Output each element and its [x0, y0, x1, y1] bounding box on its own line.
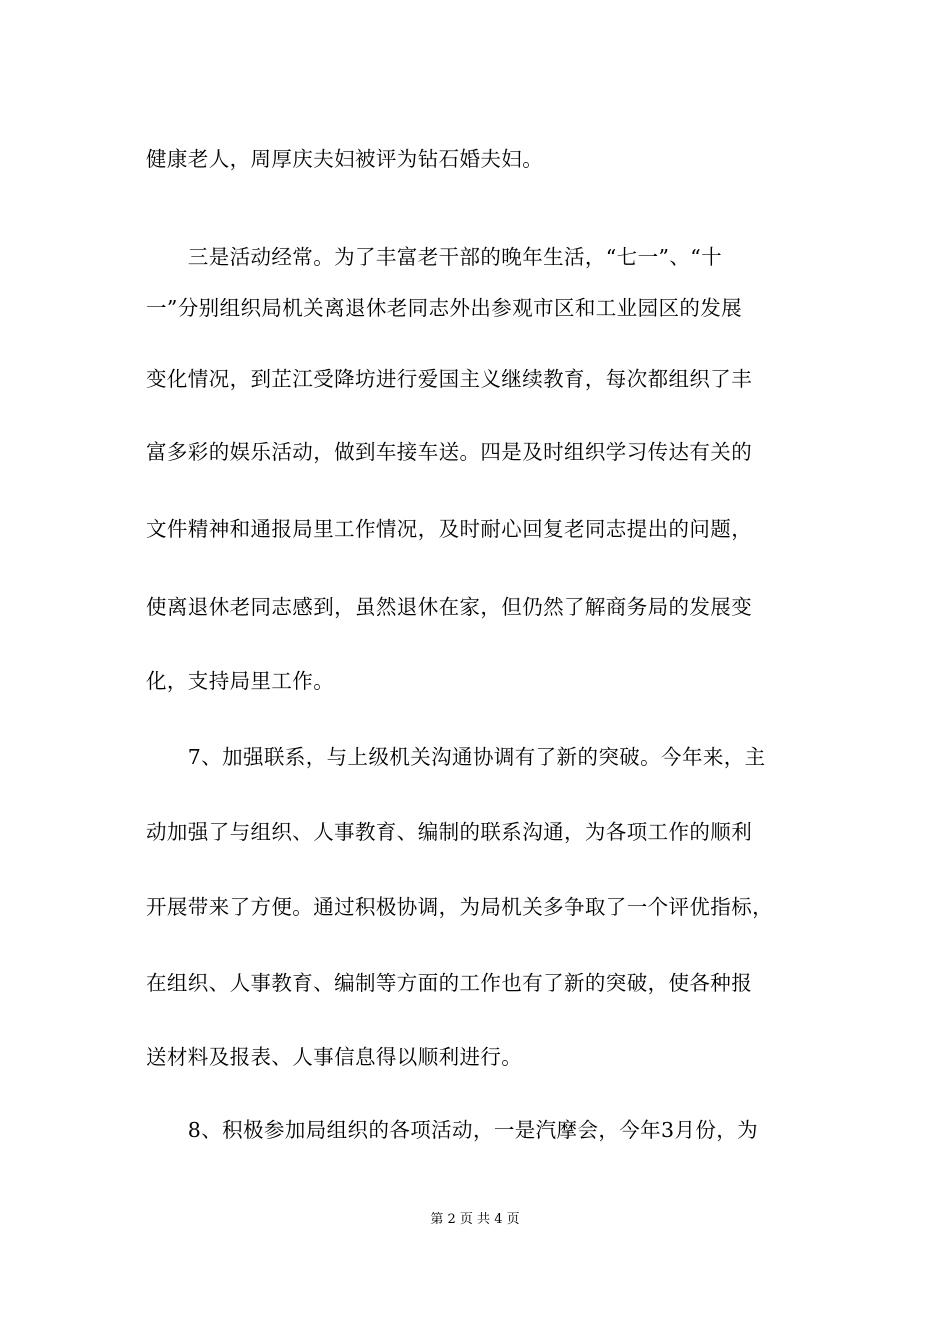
- text-line: 在组织、人事教育、编制等方面的工作也有了新的突破，使各种报: [146, 971, 753, 995]
- text-line: 使离退休老同志感到，虽然退休在家，但仍然了解商务局的发展变: [146, 595, 753, 619]
- text-line: 化，支持局里工作。: [146, 669, 335, 693]
- text-line: 8、积极参加局组织的各项活动，一是汽摩会，今年3月份，为: [146, 1118, 759, 1142]
- text-line: 一”分别组织局机关离退休老同志外出参观市区和工业园区的发展: [146, 296, 743, 320]
- text-line: 健康老人，周厚庆夫妇被评为钻石婚夫妇。: [146, 147, 544, 171]
- text-line: 开展带来了方便。通过积极协调，为局机关多争取了一个评优指标，: [146, 895, 773, 919]
- text-line: 送材料及报表、人事信息得以顺利进行。: [146, 1045, 523, 1069]
- text-line: 7、加强联系，与上级机关沟通协调有了新的突破。今年来，主: [146, 745, 766, 769]
- page-footer: 第 2 页 共 4 页: [430, 1212, 520, 1227]
- text-line: 变化情况，到芷江受降坊进行爱国主义继续教育，每次都组织了丰: [146, 367, 753, 391]
- text-line: 富多彩的娱乐活动，做到车接车送。四是及时组织学习传达有关的: [146, 440, 753, 464]
- text-line: 动加强了与组织、人事教育、编制的联系沟通，为各项工作的顺利: [146, 820, 753, 844]
- text-line: 文件精神和通报局里工作情况，及时耐心回复老同志提出的问题，: [146, 517, 753, 541]
- text-line: 三是活动经常。为了丰富老干部的晚年生活，“七一”、“十: [146, 245, 723, 269]
